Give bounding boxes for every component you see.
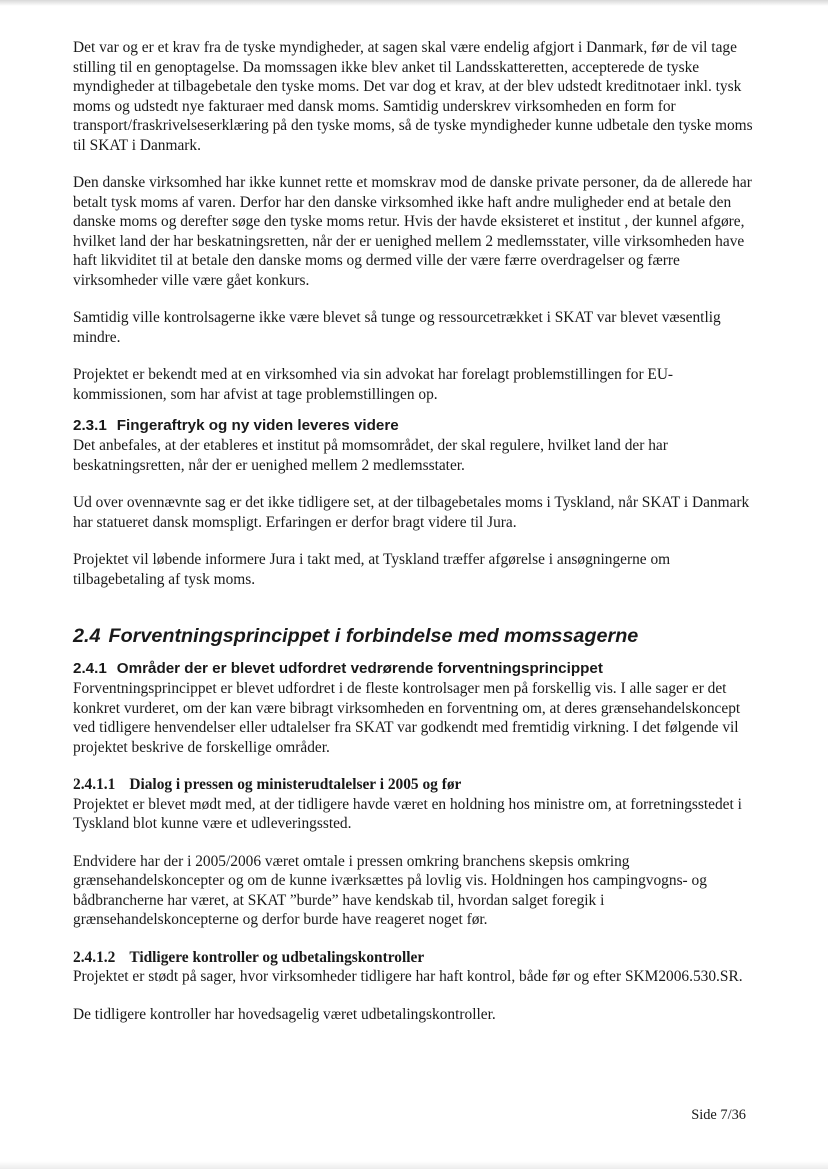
section-number: 2.4 <box>73 625 101 647</box>
section-title: Fingeraftryk og ny viden leveres videre <box>116 417 399 434</box>
section-heading-2-3-1 <box>73 416 753 436</box>
body-paragraph: Endvidere har der i 2005/2006 været omtale i pressen omkring branchens skepsis omkring grænsehandelskoncepter og om de kunne iværksættes på lovlig vis. Holdningen hos campingvogns- og bådbrancherne har været, at SKAT ”burde” have kendskab til, hvordan salget foregik i grænsehandelskoncepterne og derfor burde have reageret noget før. <box>73 852 707 928</box>
body-paragraph: Projektet er stødt på sager, hvor virksomheder tidligere har haft kontrol, både før og efter SKM2006.530.SR. <box>73 968 743 985</box>
page-number: Side 7/36 <box>691 1107 746 1123</box>
section-heading-2-4-1 <box>73 659 753 679</box>
body-paragraph: De tidligere kontroller har hovedsagelig været udbetalingskontroller. <box>73 1005 496 1023</box>
body-paragraph: Projektet er bekendt med at en virksomhed via sin advokat har forelagt problemstillingen for EU-kommissionen, som har afvist at tage problemstillingen op. <box>73 366 674 403</box>
body-paragraph: Projektet er blevet mødt med, at der tidligere havde været en holdning hos ministre om, at forretningsstedet i Tyskland blot kunne være et udleveringssted. <box>73 795 742 832</box>
body-paragraph: Det anbefales, at der etableres et institut på momsområdet, der skal regulere, hvilket land der har beskatningsretten, når der er uenighed mellem 2 medlemsstater. <box>73 437 668 474</box>
body-paragraph: Den danske virksomhed har ikke kunnet rette et momskrav mod de danske private personer, da de allerede har betalt tysk moms af varen. Derfor har den danske virksomhed ikke haft andre muligheder end at betale den danske moms og derefter søge den tyske moms retur. Hvis der havde eksisteret et institut , der kunnel afgøre, hvilket land der har beskatningsretten, når der er uenighed mellem 2 medlemsstater, ville virksomheden have haft likviditet til at betale den danske moms og dermed ville der være færre overdragelser og færre virksomheder ville være gået konkurs. <box>73 174 752 289</box>
section-heading-2-4-1-1 <box>73 775 753 795</box>
body-paragraph: Forventningsprincippet er blevet udfordret i de fleste kontrolsager men på forskellig vis. I alle sager er det konkret vurderet, om der kan være bibragt virksomheden en forventning om, at deres grænsehandelskoncept ved tidligere henvendelser eller udtalelser fra SKAT var godkendt med fremtidig virkning. I det følgende vil projektet beskrive de forskellige områder. <box>73 680 741 756</box>
section-heading-2-4-1-2 <box>73 948 753 968</box>
section-heading-2-4 <box>73 623 753 649</box>
scan-bottom-edge <box>0 1161 828 1169</box>
section-title: Dialog i pressen og ministerudtalelser i 2005 og før <box>129 776 462 793</box>
section-number: 2.4.1.2 <box>73 948 116 966</box>
document-page <box>73 38 753 1042</box>
section-title: Tidligere kontroller og udbetalingskontroller <box>129 948 425 966</box>
section-title: Områder der er blevet udfordret vedrørende forventningsprincippet <box>116 660 603 677</box>
body-paragraph: Det var og er et krav fra de tyske myndigheder, at sagen skal være endelig afgjort i Danmark, før de vil tage stilling til en genoptagelse. Da momssagen ikke blev anket til Landsskatteretten, accepterede de tyske myndigheder at tilbagebetale den tyske moms. Det var dog et krav, at der blev udstedt kreditnotaer inkl. tysk moms og udstedt nye fakturaer med dansk moms. Samtidig underskrev virksomheden en form for transport/fraskrivelseserklæring på den tyske moms, så de tyske myndigheder kunne udbetale den tyske moms til SKAT i Danmark. <box>73 39 753 154</box>
body-paragraph: Ud over ovennævnte sag er det ikke tidligere set, at der tilbagebetales moms i Tyskland, når SKAT i Danmark har statueret dansk momspligt. Erfaringen er derfor bragt videre til Jura. <box>73 494 750 531</box>
body-paragraph: Samtidig ville kontrolsagerne ikke være blevet så tunge og ressourcetrækket i SKAT var blevet væsentlig mindre. <box>73 309 721 346</box>
section-number: 2.4.1.1 <box>73 776 116 793</box>
section-title: Forventningsprincippet i forbindelse med momssagerne <box>108 625 639 647</box>
body-paragraph: Projektet vil løbende informere Jura i takt med, at Tyskland træffer afgørelse i ansøgningerne om tilbagebetaling af tysk moms. <box>73 551 671 588</box>
section-number: 2.4.1 <box>73 660 107 677</box>
scan-top-edge <box>0 0 828 6</box>
section-number: 2.3.1 <box>73 417 107 434</box>
